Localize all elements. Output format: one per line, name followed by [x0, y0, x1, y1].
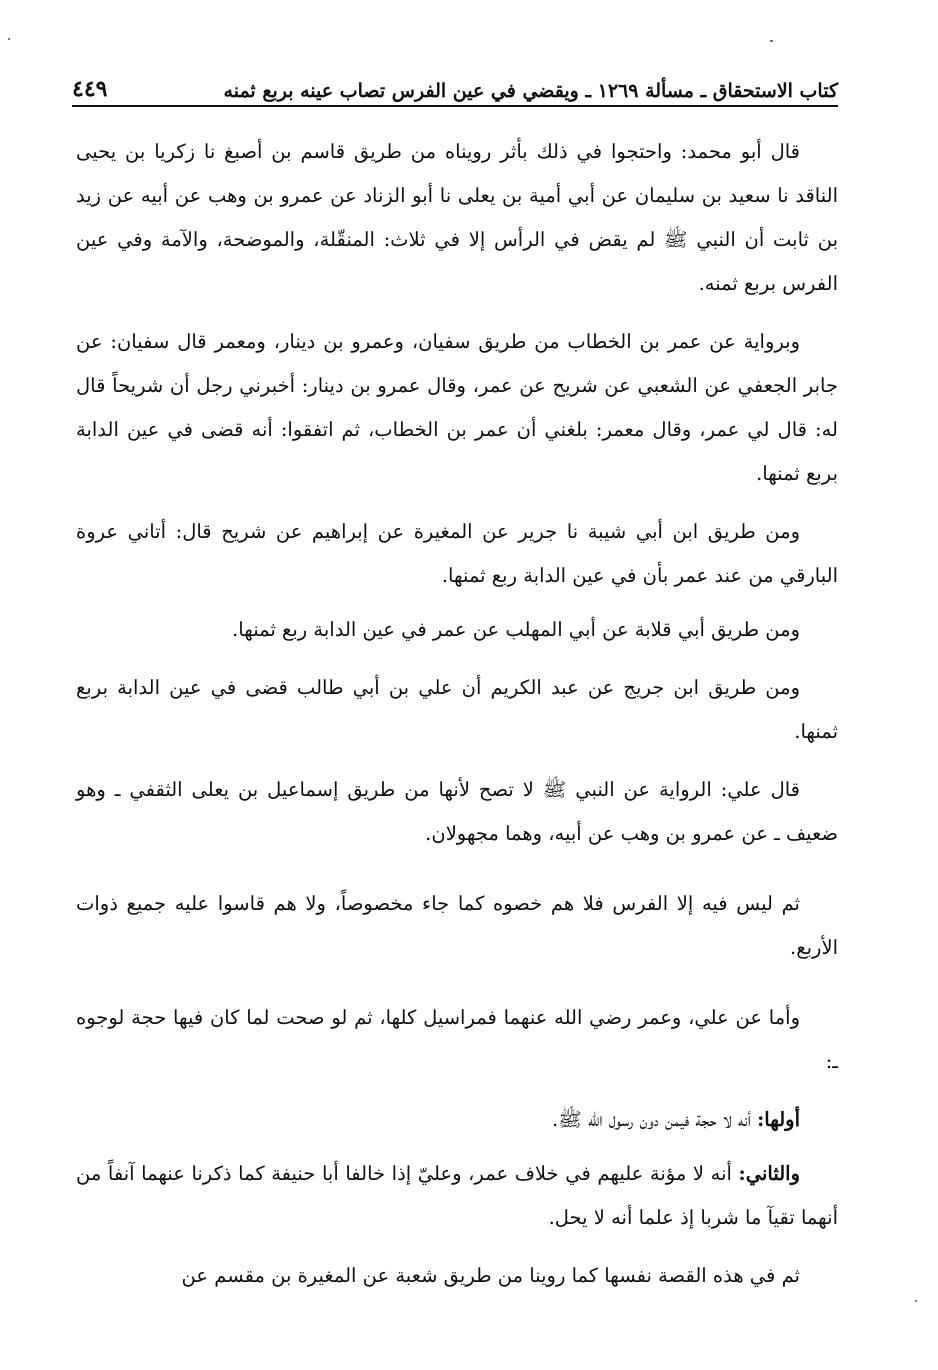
paragraph-shuba-chain: [76, 1254, 838, 1298]
paragraph-text: ثم في هذه القصة نفسها كما روينا من طريق شعبة عن المغيرة بن مقسم عن: [181, 1264, 800, 1287]
paragraph-ibn-jurayj: [76, 666, 838, 754]
paragraph-second-reason: [76, 1152, 838, 1240]
paragraph-text: وبرواية عن عمر بن الخطاب من طريق سفيان، وعمرو بن دينار، ومعمر قال سفيان: عن جابر الجعفي عن الشعبي عن شريح عن عمر، وقال عمرو بن دينار: أخبرني رجل أن شريحاً قال له: قال لي عمر، وقال معمر: بلغني أن عمر بن الخطاب، ثم اتفقوا: أنه قضى في عين الدابة بربع ثمنها.: [76, 330, 838, 485]
paragraph-text: قال علي: الرواية عن النبي ﷺ لا تصح لأنها من طريق إسماعيل بن يعلى الثقفي ـ وهو ضعيف ـ عن عمرو بن وهب عن أبيه، وهما مجهولان.: [76, 778, 838, 845]
paragraph-abu-muhammad: [76, 130, 838, 306]
paragraph-text: أنه لا مؤنة عليهم في خلاف عمر، وعليّ إذا خالفا أبا حنيفة كما ذكرنا عنهما آنفاً من أنهما تقيآ ما شربا إذ علما أنه لا يحل.: [76, 1162, 838, 1229]
running-title: كتاب الاستحقاق ـ مسألة ١٢٦٩ ـ ويقضي في عين الفرس تصاب عينه بربع ثمنه: [223, 80, 838, 102]
page-body: [76, 130, 838, 1312]
paragraph-umar-narration: [76, 320, 838, 496]
paragraph-lead: والثاني:: [738, 1162, 800, 1185]
paragraph-text: ومن طريق ابن جريج عن عبد الكريم أن علي بن أبي طالب قضى في عين الدابة بربع ثمنها.: [76, 676, 838, 743]
page-number: ٤٤٩: [72, 76, 108, 102]
page-header: [72, 58, 838, 107]
paragraph-text: ومن طريق أبي قلابة عن أبي المهلب عن عمر في عين الدابة ربع ثمنها.: [232, 618, 800, 641]
paragraph-lead: أولها:: [757, 1108, 800, 1131]
paragraph-horse-only: [76, 882, 838, 970]
paragraph-text: أنه لا حجة فيمن دون رسول الله ﷺ.: [552, 1108, 751, 1131]
paragraph-ibn-abi-shayba: [76, 510, 838, 598]
paragraph-text: قال أبو محمد: واحتجوا في ذلك بأثر رويناه من طريق قاسم بن أصبغ نا زكريا بن يحيى الناقد نا سعيد بن سليمان عن أبي أمية بن يعلى نا أبو الزناد عن عمرو بن وهب عن أبيه عن زيد بن ثابت أن النبي ﷺ لم يقض في الرأس إلا في ثلاث: المنقّلة، والموضحة، والآمة وفي عين الفرس بربع ثمنه.: [76, 140, 838, 295]
paragraph-text: ثم ليس فيه إلا الفرس فلا هم خصوه كما جاء مخصوصاً، ولا هم قاسوا عليه جميع ذوات الأربع.: [76, 892, 838, 959]
paragraph-ali-verdict: [76, 768, 838, 856]
paragraph-abu-qilaba: [76, 608, 838, 652]
scan-speck: [770, 40, 773, 42]
scan-speck: [915, 1300, 917, 1302]
paragraph-text: ومن طريق ابن أبي شيبة نا جرير عن المغيرة عن إبراهيم عن شريح قال: أتاني عروة البارقي من عند عمر بأن في عين الدابة ربع ثمنها.: [76, 520, 838, 587]
paragraph-mursal-reports: [76, 996, 838, 1084]
paragraph-text: وأما عن علي، وعمر رضي الله عنهما فمراسيل كلها، ثم لو صحت لما كان فيها حجة لوجوه ـ:: [76, 1006, 838, 1073]
scan-speck: [8, 38, 10, 40]
paragraph-first-reason: [76, 1098, 838, 1142]
